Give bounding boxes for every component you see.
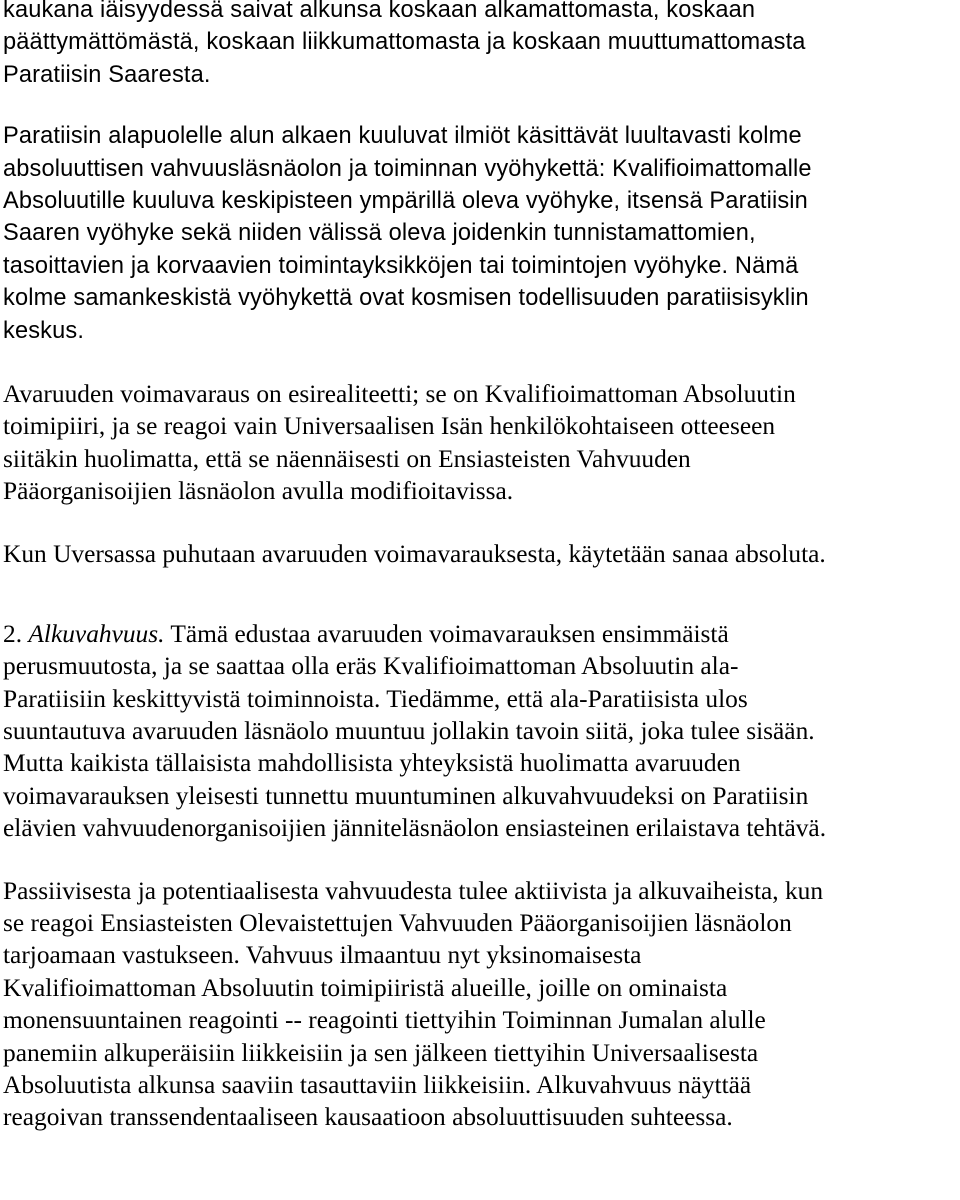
- section-heading: Alkuvahvuus.: [28, 619, 165, 648]
- text-line: Kvalifioimattoman Absoluutin toimipiiristä alueille, joille on ominaista: [3, 973, 728, 1002]
- paragraph-gap: [3, 845, 959, 875]
- text-line: päättymättömästä, koskaan liikkumattomasta ja koskaan muuttumattomasta: [3, 29, 806, 56]
- text-line: Avaruuden voimavaraus on esirealiteetti; se on Kvalifioimattoman Absoluutin: [3, 379, 796, 408]
- text-line: toimipiiri, ja se reagoi vain Universaalisen Isän henkilökohtaiseen otteeseen: [3, 412, 776, 441]
- text-line: elävien vahvuudenorganisoijien jänniteläsnäolon ensiasteinen erilaistava tehtävä.: [3, 814, 827, 843]
- text-line: Saaren vyöhyke sekä niiden välissä oleva joidenkin tunnistamattomien,: [3, 220, 756, 247]
- paragraph-2: [3, 120, 959, 347]
- text-run: Tämä edustaa avaruuden voimavarauksen ensimmäistä: [170, 619, 729, 648]
- text-line: keskus.: [3, 317, 85, 344]
- paragraph-3: [3, 378, 959, 508]
- paragraph-gap: [3, 507, 959, 538]
- paragraph-gap: [3, 91, 959, 120]
- paragraph-gap: [3, 347, 959, 378]
- document-page: [3, 0, 959, 1134]
- paragraph-6: [3, 875, 959, 1134]
- text-line: tarjoamaan vastukseen. Vahvuus ilmaantuu nyt yksinomaisesta: [3, 941, 642, 970]
- paragraph-5: [3, 618, 959, 845]
- text-line: Paratiisin Saaresta.: [3, 61, 211, 88]
- text-line: perusmuutosta, ja se saattaa olla eräs Kvalifioimattoman Absoluutin ala-: [3, 652, 739, 681]
- text-line: Pääorganisoijien läsnäolon avulla modifioitavissa.: [3, 477, 514, 506]
- text-line: Kun Uversassa puhutaan avaruuden voimavarauksesta, käytetään sanaa absoluta.: [3, 540, 826, 569]
- text-line: monensuuntainen reagointi -- reagointi tiettyihin Toiminnan Jumalan alulle: [3, 1006, 766, 1035]
- text-line: [3, 618, 959, 650]
- paragraph-4: [3, 538, 959, 570]
- text-line: kolme samankeskistä vyöhykettä ovat kosmisen todellisuuden paratiisisyklin: [3, 285, 809, 312]
- text-line: absoluuttisen vahvuusläsnäolon ja toiminnan vyöhykettä: Kvalifioimattomalle: [3, 155, 812, 182]
- text-line: suuntautuva avaruuden läsnäolo muuntuu jollakin tavoin siitä, joka tulee sisään.: [3, 717, 815, 746]
- text-line: reagoivan transsendentaaliseen kausaatioon absoluuttisuuden suhteessa.: [3, 1103, 733, 1132]
- text-line: Mutta kaikista tällaisista mahdollisista yhteyksistä huolimatta avaruuden: [3, 749, 741, 778]
- text-line: se reagoi Ensiasteisten Olevaistettujen Vahvuuden Pääorganisoijien läsnäolon: [3, 908, 792, 937]
- paragraph-gap: [3, 571, 959, 618]
- text-line: Passiivisesta ja potentiaalisesta vahvuudesta tulee aktiivista ja alkuvaiheista, kun: [3, 876, 824, 905]
- paragraph-1: [3, 0, 959, 91]
- text-line: Absoluutista alkunsa saaviin tasauttaviin liikkeisiin. Alkuvahvuus näyttää: [3, 1070, 752, 1099]
- text-line: voimavarauksen yleisesti tunnettu muuntuminen alkuvahvuudeksi on Paratiisin: [3, 781, 809, 810]
- section-number: 2.: [3, 619, 23, 648]
- text-line: kaukana iäisyydessä saivat alkunsa koskaan alkamattomasta, koskaan: [3, 0, 756, 23]
- text-line: Absoluutille kuuluva keskipisteen ympärillä oleva vyöhyke, itsensä Paratiisin: [3, 187, 808, 214]
- text-line: panemiin alkuperäisiin liikkeisiin ja sen jälkeen tiettyihin Universaalisesta: [3, 1038, 759, 1067]
- text-line: tasoittavien ja korvaavien toimintayksikköjen tai toimintojen vyöhyke. Nämä: [3, 252, 799, 279]
- text-line: siitäkin huolimatta, että se näennäisesti on Ensiasteisten Vahvuuden: [3, 444, 691, 473]
- text-line: Paratiisiin keskittyvistä toiminnoista. Tiedämme, että ala-Paratiisista ulos: [3, 684, 748, 713]
- text-line: Paratiisin alapuolelle alun alkaen kuuluvat ilmiöt käsittävät luultavasti kolme: [3, 123, 802, 150]
